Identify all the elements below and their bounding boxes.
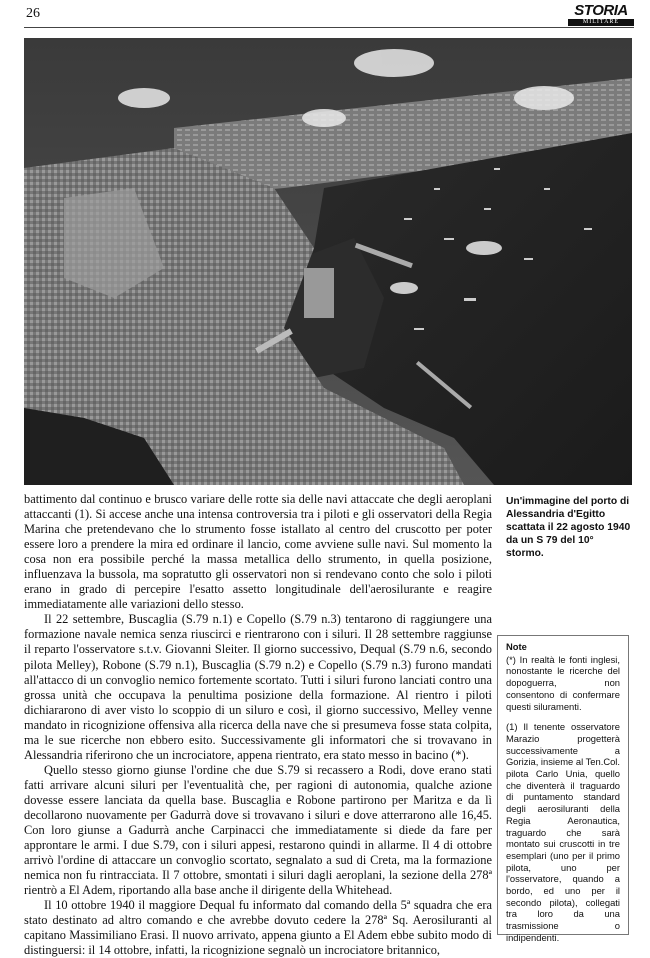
body-paragraph: Il 10 ottobre 1940 il maggiore Dequal fu informato dal comando della 5ª squadra che era stato destinato ad altro comando e che avrebbe dovuto cedere la 278ª Sq. Aerosiluranti al capitano Massimiliano Erasi. Il nuovo arrivato, appena giunto a El Adem ebbe subito modo di distinguersi: il 14 ottobre, infatti, la ricognizione segnalò un incrociatore britannico, bbox=[24, 898, 492, 958]
masthead-subtitle: MILITARE bbox=[568, 19, 634, 26]
body-paragraph: battimento dal continuo e brusco variare delle rotte sia delle navi attaccate che degli aeroplani attaccanti (1). Si accese anche una intensa controversia tra i piloti e gli osservatori della Regia Marina che pretendevano che lo strumento fosse istallato al centro del cruscotto per poter essere loro a prendere la mira ed ordinare il lancio, come avviene sulle navi. Sul momento la cosa non era possibile perché la massa metallica dello strumento, in quella posizione, influenzava la bussola, ma sopratutto gli osservatori non si rendevano conto che solo i piloti erano in grado di percepire l'esatto assetto longitudinale dell'aerosilurante e reagire immediatamente alle variazioni dello stesso. bbox=[24, 492, 492, 612]
photo-caption: Un'immagine del porto di Alessandria d'Egitto scattata il 22 agosto 1940 da un S 79 del 10° stormo. bbox=[506, 496, 631, 559]
page-number: 26 bbox=[26, 6, 40, 21]
magazine-masthead bbox=[568, 3, 634, 26]
aerial-photo-illustration bbox=[24, 38, 632, 485]
masthead-title: STORIA bbox=[574, 2, 628, 19]
note-item: (*) In realtà le fonti inglesi, nonostante le ricerche del dopoguerra, non consentono di confermare questi siluramenti. bbox=[506, 653, 620, 712]
notes-box bbox=[497, 635, 629, 943]
aerial-photo bbox=[24, 38, 632, 485]
notes-title: Note bbox=[506, 641, 527, 652]
body-paragraph: Quello stesso giorno giunse l'ordine che due S.79 si recassero a Rodi, dove erano stati fatti arrivare alcuni siluri per l'eventualità che, per ragioni di autonomia, qualche azione dovesse essere lanciata da quella base. Buscaglia e Robone partirono per Maritza e da lì decollarono nuovamente per Gadurrà dove si trovavano i siluri e dove atterrarono alle 16,45. Con loro giunse a Gadurrà anche Carpinacci che immediatamente si diede da fare per approntare le armi. I due S.79, con i siluri appesi, restarono quindi in allarme. Il 4 di ottobre arrivò l'ordine di attaccare un convoglio scortato, segnalato a sud di Creta, ma la formazione nemica non fu rintracciata. Il 7 ottobre, smontati i siluri dagli aeroplani, la sezione della 278ª rientrò a El Adem, riportando alla base anche il dirigente della Whitehead. bbox=[24, 762, 492, 898]
article-body bbox=[24, 492, 492, 958]
body-paragraph: Il 22 settembre, Buscaglia (S.79 n.1) e Copello (S.79 n.3) tentarono di raggiungere una formazione navale nemica senza riuscirci e rientrarono con i siluri. Il 28 settembre raggiunse il reparto l'osservatore s.t.v. Giovanni Sleiter. Il giorno successivo, Dequal (S.79 n.6, secondo pilota Melley), Robone (S.79 n.1), Buscaglia (S.79 n.2) e Copello (S.79 n.3) furono mandati all'attacco di un convoglio nemico fortemente scortato. Tutti i siluri furono lanciati contro una grossa unità che occupava la penultima posizione della formazione. Al rientro i piloti dichiararono di aver visto lo scoppio di un siluro e così, il giorno successivo, Melley venne mandato in ricognizione offensiva alla ricerca della nave che si presumeva fosse stata colpita, ma le sue ricerche non ebbero esito. Successivamente gli informatori che si trovavano in Alessandria riferirono che un incrociatore, appena rientrato, era stato messo in bacino (*). bbox=[24, 612, 492, 762]
note-item: (1) Il tenente osservatore Marazio progetterà successivamente a Gorizia, insieme al Ten.Col. pilota Carlo Unia, quello che diventerà il traguardo di puntamento standard degli aerosiluranti della Regia Aeronautica, traguardo che sarà montato sui cruscotti in tre esemplari (uno per il primo pilota, uno per l'osservatore, quando a bordo, ed uno per il secondo pilota), collegati tra loro da una trasmissione o indipendenti. bbox=[506, 721, 620, 943]
header-rule bbox=[24, 27, 634, 28]
